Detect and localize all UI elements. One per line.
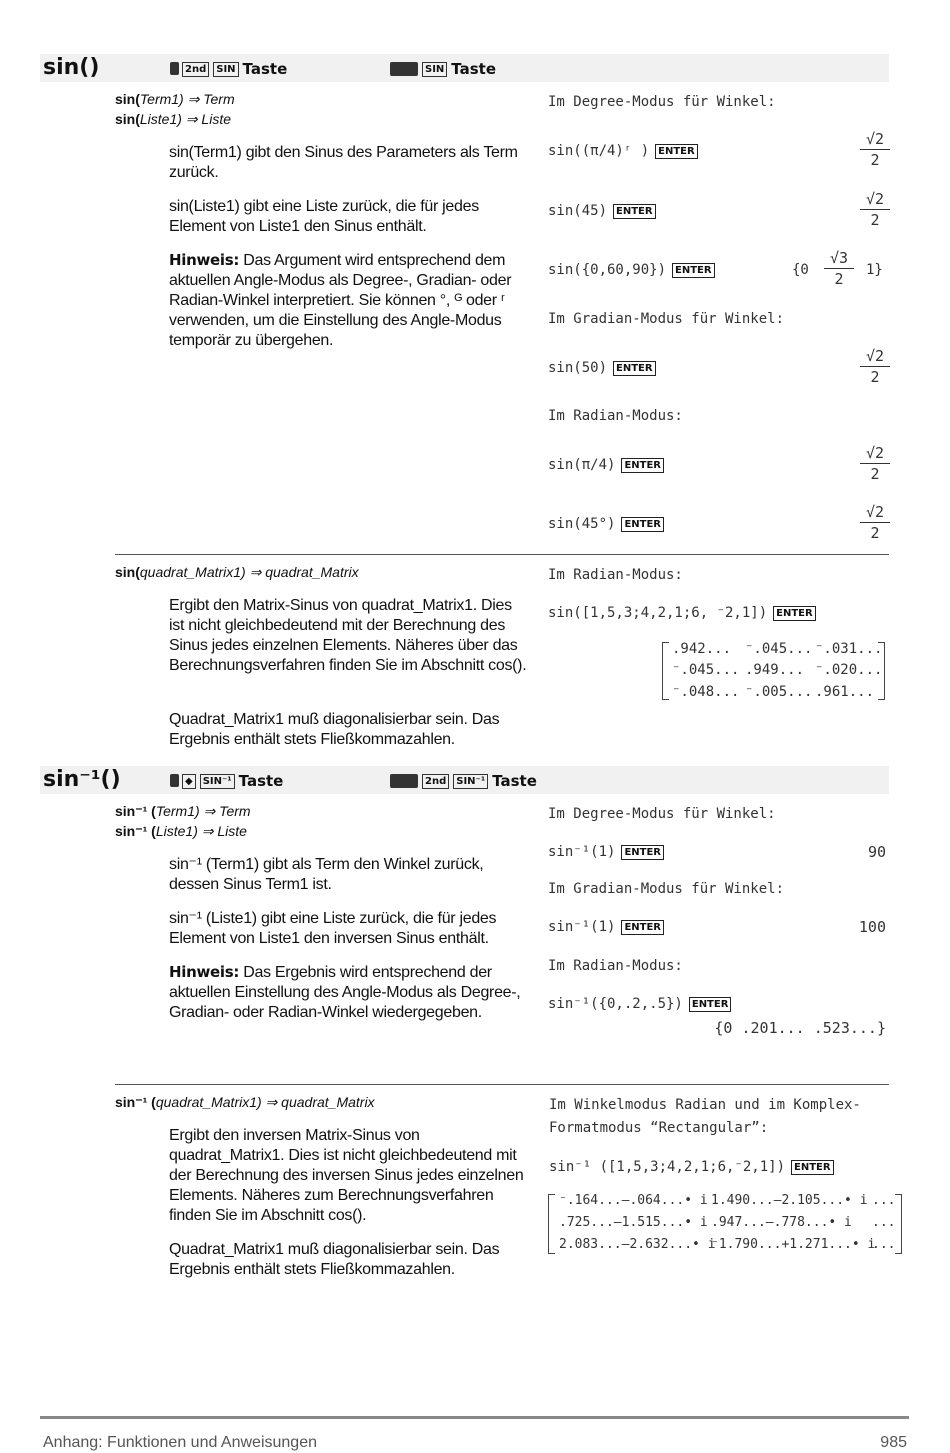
enter-key: ENTER (613, 361, 656, 376)
sin-title: sin() (43, 55, 100, 80)
example-expression: sin(π/4) ENTER (548, 457, 664, 473)
result-fraction: $\frac{√2}{2}$ (860, 129, 890, 170)
enter-key: ENTER (791, 1160, 834, 1175)
example-expression: sin⁻¹(1) ENTER (548, 844, 664, 860)
matrix-bracket-left (548, 1194, 555, 1254)
key-sin-inverse: SIN⁻¹ (200, 774, 235, 789)
section-divider (115, 1084, 889, 1085)
result-fraction: $\frac{√2}{2}$ (860, 502, 890, 543)
sin-matrix-desc: Ergibt den Matrix-Sinus von quadrat_Matrix1. Dies ist nicht gleichbedeutend mit der Berechnung des Sinus jedes einzelnen Elements. Näheres über das Berechnungsverfahren finden Sie im Abschnitt cos(). (169, 597, 527, 674)
example-result: 90 (867, 843, 886, 861)
enter-key: ENTER (672, 263, 715, 278)
asin-desc-liste: sin⁻¹ (Liste1) gibt eine Liste zurück, die für jedes Element von Liste1 den inversen Sinus enthält. (169, 910, 497, 947)
result-list-open: {0 (792, 262, 809, 278)
matrix-cell: ⁻.164...–.064...• i (559, 1193, 708, 1208)
enter-key: ENTER (773, 606, 816, 621)
page-number: 985 (880, 1434, 907, 1451)
matrix-cell: ... (872, 1215, 896, 1230)
asin-matrix-note: Quadrat_Matrix1 muß diagonalisierbar sein. Das Ergebnis enthält stets Fließkommazahlen. (169, 1241, 500, 1278)
matrix-cell: .725...–1.515...• i (559, 1215, 708, 1230)
asin-key-ti89 (170, 772, 283, 790)
key-2nd: 2nd (422, 774, 449, 789)
calculator-icon (170, 774, 179, 787)
matrix-cell: .947...–.778...• i (711, 1215, 852, 1230)
section-divider (115, 554, 889, 555)
key-sin-inverse: SIN⁻¹ (453, 774, 488, 789)
matrix-cell: ⁻.020... (815, 662, 883, 678)
matrix-cell: .949... (745, 662, 805, 678)
example-mode-gradian: Im Gradian-Modus für Winkel: (548, 311, 785, 327)
enter-key: ENTER (655, 144, 698, 159)
voyage-calculator-icon (390, 774, 418, 788)
key-sin: SIN (213, 62, 238, 77)
example-mode-line1: Im Winkelmodus Radian und im Komplex- (549, 1097, 861, 1113)
example-mode-radian: Im Radian-Modus: (548, 567, 683, 583)
example-mode-radian: Im Radian-Modus: (548, 958, 683, 974)
enter-key: ENTER (621, 517, 664, 532)
taste-label: Taste (492, 772, 537, 790)
example-expression: sin⁻¹({0,.2,.5}) ENTER (548, 996, 731, 1012)
note-label: Hinweis: (169, 963, 240, 981)
enter-key: ENTER (613, 204, 656, 219)
taste-label: Taste (451, 60, 496, 78)
sin-signature-liste: sin(Liste1) ⇒ Liste (115, 111, 231, 127)
asin-title: sin⁻¹() (43, 767, 121, 792)
sin-key-voyage (390, 60, 496, 78)
asin-desc-term: sin⁻¹ (Term1) gibt als Term den Winkel zurück, dessen Sinus Term1 ist. (169, 856, 484, 893)
enter-key: ENTER (621, 920, 664, 935)
sin-matrix-note: Quadrat_Matrix1 muß diagonalisierbar sein. Das Ergebnis enthält stets Fließkommazahlen. (169, 711, 500, 748)
matrix-cell: 2.083...–2.632...• i (559, 1237, 716, 1252)
matrix-cell: ⁻.005... (745, 684, 813, 700)
asin-key-voyage (390, 772, 537, 790)
key-sin: SIN (422, 62, 447, 77)
matrix-cell: ... (872, 1237, 896, 1252)
asin-note (169, 962, 529, 1023)
taste-label: Taste (242, 60, 288, 78)
example-expression: sin(45) ENTER (548, 203, 656, 219)
footer-rule (40, 1416, 909, 1419)
example-mode-degree: Im Degree-Modus für Winkel: (548, 94, 776, 110)
calculator-icon (170, 62, 179, 75)
matrix-cell: ⁻.031... (815, 641, 883, 657)
taste-label: Taste (238, 772, 284, 790)
sin-note (169, 250, 529, 351)
example-expression: sin((π/4)ʳ ) ENTER (548, 143, 698, 159)
matrix-cell: ⁻.048... (672, 684, 740, 700)
example-mode-gradian: Im Gradian-Modus für Winkel: (548, 881, 785, 897)
matrix-cell: ... (872, 1193, 896, 1208)
result-fraction: $\frac{√2}{2}$ (860, 346, 890, 387)
asin-matrix-signature: sin⁻¹ (quadrat_Matrix1) ⇒ quadrat_Matrix (115, 1094, 375, 1110)
sin-desc-term: sin(Term1) gibt den Sinus des Parameters als Term zurück. (169, 144, 518, 181)
example-mode-line2: Formatmodus “Rectangular”: (549, 1120, 769, 1136)
matrix-cell: ⁻.045... (745, 641, 813, 657)
result-fraction: $\frac{√2}{2}$ (860, 189, 890, 230)
enter-key: ENTER (621, 845, 664, 860)
example-expression: sin⁻¹(1) ENTER (548, 919, 664, 935)
matrix-cell: .961... (815, 684, 875, 700)
example-expression: sin(45°) ENTER (548, 516, 664, 532)
sin-desc-liste: sin(Liste1) gibt eine Liste zurück, die für jedes Element von Liste1 den Sinus enthält. (169, 198, 479, 235)
example-mode-radian: Im Radian-Modus: (548, 408, 683, 424)
sin-signature-term: sin(Term1) ⇒ Term (115, 91, 235, 107)
example-result: {0 .201... .523...} (714, 1019, 886, 1037)
example-result: 100 (858, 918, 886, 936)
asin-signature-liste: sin⁻¹ (Liste1) ⇒ Liste (115, 823, 247, 839)
example-expression: sin([1,5,3;4,2,1;6, ⁻2,1]) ENTER (548, 605, 816, 621)
enter-key: ENTER (689, 997, 732, 1012)
result-fraction: $\frac{√3}{2}$ (824, 248, 854, 289)
sin-matrix-signature: sin(quadrat_Matrix1) ⇒ quadrat_Matrix (115, 564, 359, 580)
matrix-cell: ⁻1.790...+1.271...• i (711, 1237, 876, 1252)
voyage-calculator-icon (390, 62, 418, 76)
result-list-close: 1} (866, 262, 883, 278)
example-expression: sin⁻¹ ([1,5,3;4,2,1;6,⁻2,1]) ENTER (549, 1159, 834, 1175)
asin-matrix-desc: Ergibt den inversen Matrix-Sinus von quadrat_Matrix1. Dies ist nicht gleichbedeutend mit der Berechnung des inversen Sinus jedes einzelnen Elements. Näheres zum Berechnungsverfahren finden Sie im Abschnitt cos(). (169, 1127, 524, 1224)
matrix-bracket-right (895, 1194, 902, 1254)
note-text: Das Ergebnis wird entsprechend der aktuellen Einstellung des Angle-Modus als Degree-, Gradian- oder Radian-Winkel wiedergegeben. (169, 964, 521, 1021)
example-expression: sin({0,60,90}) ENTER (548, 262, 715, 278)
asin-signature-term: sin⁻¹ (Term1) ⇒ Term (115, 803, 251, 819)
example-expression: sin(50) ENTER (548, 360, 656, 376)
footer-chapter: Anhang: Funktionen und Anweisungen (43, 1434, 317, 1451)
matrix-cell: ⁻.045... (672, 662, 740, 678)
result-fraction: $\frac{√2}{2}$ (860, 443, 890, 484)
sin-key-ti89 (170, 60, 287, 78)
key-diamond: ◆ (182, 774, 196, 789)
matrix-cell: .942... (672, 641, 732, 657)
note-label: Hinweis: (169, 251, 240, 269)
matrix-cell: 1.490...–2.105...• i (711, 1193, 868, 1208)
key-2nd: 2nd (182, 62, 209, 77)
matrix-bracket-left (662, 642, 669, 700)
example-mode-degree: Im Degree-Modus für Winkel: (548, 806, 776, 822)
note-text: Das Argument wird entsprechend dem aktuellen Angle-Modus als Degree-, Gradian- oder Radian-Winkel interpretiert. Sie können °, ᴳ oder ʳ verwenden, um die Einstellung des Angle-Modus temporär zu übergehen. (169, 252, 512, 349)
enter-key: ENTER (621, 458, 664, 473)
